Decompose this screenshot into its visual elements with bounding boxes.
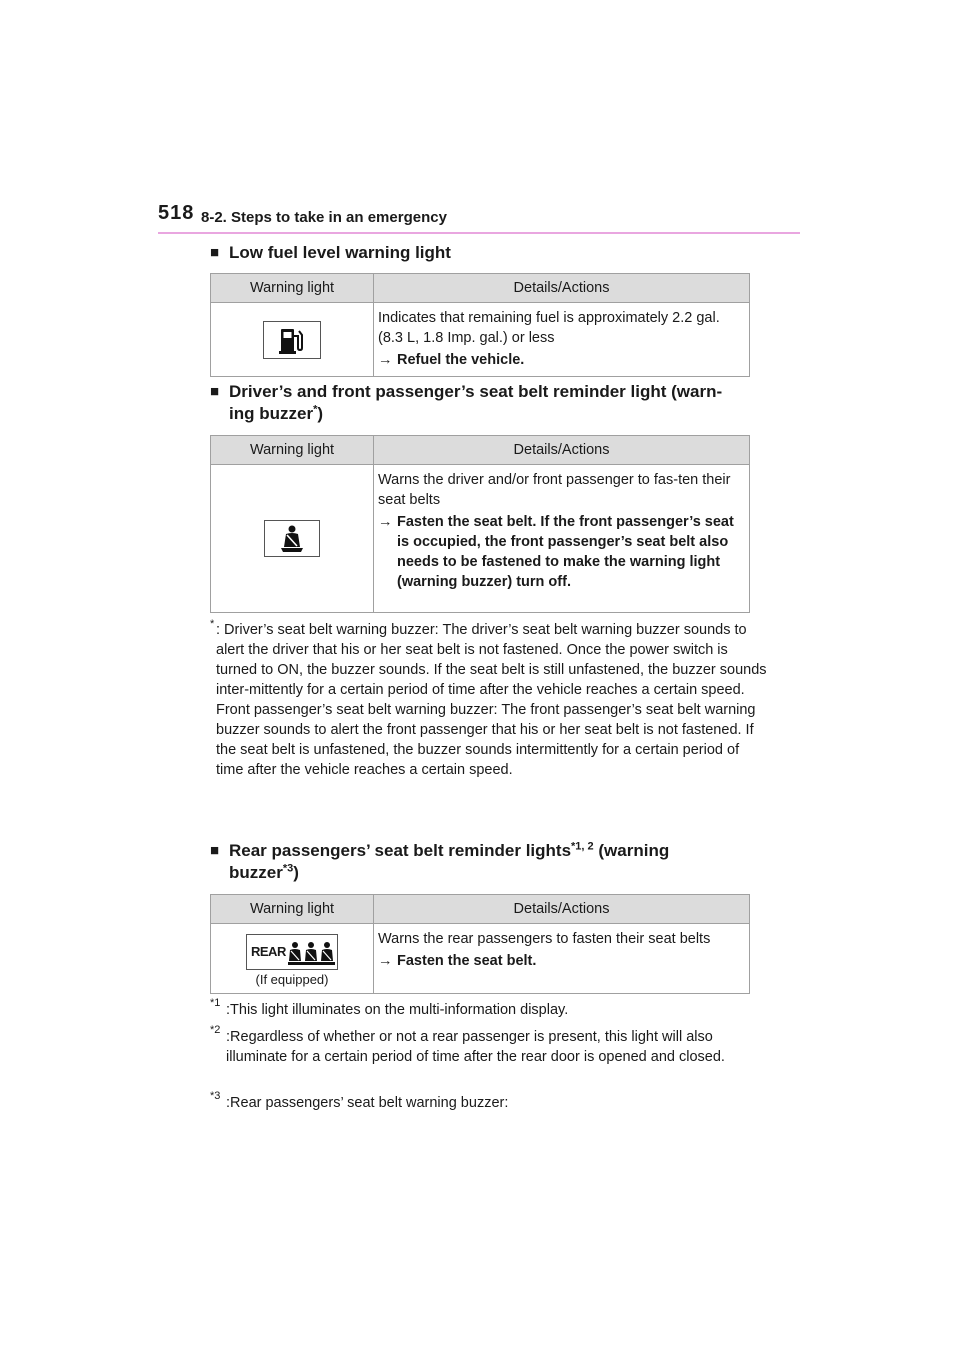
heading-close: ) — [293, 863, 299, 882]
heading-line1: Driver’s and front passenger’s seat belt reminder light (warn- — [229, 382, 723, 401]
details-cell — [374, 303, 750, 377]
footnote-star: * : Driver’s seat belt warning buzzer: The driver’s seat belt warning buzzer sounds to alert the driver that his or her seat belt is not fastened. Once the power switch is turned to ON, the buzzer sounds. If the seat belt is still unfastened, the buzzer sounds inter-mittently for a certain period of time after the vehicle reaches a certain speed. Front passenger’s seat belt warning buzzer: The front passenger’s seat belt warning buzzer sounds to alert the front passenger that his or her seat belt is not fastened. If the seat belt is unfastened, the buzzer sounds intermittently for a certain period of time after the vehicle reaches a certain speed. — [210, 620, 770, 780]
footnote-ref: *3 — [282, 862, 294, 875]
heading-front-seatbelt — [210, 381, 722, 425]
col-header-details: Details/Actions — [374, 436, 750, 465]
details-text: Indicates that remaining fuel is approximately 2.2 gal. (8.3 L, 1.8 Imp. gal.) or less — [378, 310, 720, 346]
footnote-ref: * — [313, 403, 318, 416]
details-cell — [374, 465, 750, 613]
heading-line1-end: (warning — [593, 841, 670, 860]
bullet-square: ■ — [210, 842, 220, 859]
footnote-ref: *1, 2 — [571, 840, 594, 853]
arrow-icon: → — [378, 514, 393, 530]
table-low-fuel — [210, 273, 750, 377]
footnote-text: :This light illuminates on the multi-information display. — [226, 1002, 569, 1018]
col-header-details: Details/Actions — [374, 274, 750, 303]
footnote-1: *1 :This light illuminates on the multi-information display. — [210, 1000, 770, 1020]
arrow-icon: → — [378, 352, 393, 368]
rear-seatbelt-reminder-icon — [246, 934, 338, 970]
table-front-seatbelt — [210, 435, 750, 613]
heading-low-fuel — [210, 242, 451, 264]
action-text: Refuel the vehicle. — [397, 352, 525, 368]
warning-light-cell — [211, 465, 374, 613]
bullet-square: ■ — [210, 244, 220, 261]
bullet-square: ■ — [210, 383, 220, 400]
heading-line2: buzzer — [229, 863, 283, 882]
col-header-warning-light: Warning light — [211, 274, 374, 303]
footnote-text: :Rear passengers’ seat belt warning buzzer: — [226, 1095, 509, 1111]
heading-text — [210, 840, 669, 884]
details-cell — [374, 924, 750, 994]
action-text: Fasten the seat belt. If the front passenger’s seat is occupied, the front passenger’s seat belt also needs to be fastened to make the warning light (warning buzzer) turn off. — [397, 514, 734, 590]
fuel-pump-icon — [263, 321, 321, 359]
footnote-2: *2 :Regardless of whether or not a rear passenger is present, this light will also illuminate for a certain period of time after the rear door is opened and closed. — [210, 1027, 770, 1067]
footnote-text: : Driver’s seat belt warning buzzer: The driver’s seat belt warning buzzer sounds to alert the driver that his or her seat belt is not fastened. Once the power switch is turned to ON, the buzzer sounds. If the seat belt is still unfastened, the buzzer sounds inter-mittently for a certain period of time after the vehicle reaches a certain speed. Front passenger’s seat belt warning buzzer: The front passenger’s seat belt warning buzzer sounds to alert the front passenger that his or her seat belt is not fastened. If the seat belt is unfastened, the buzzer sounds intermittently for a certain period of time after the vehicle reaches a certain speed. — [216, 622, 767, 778]
heading-text: Low fuel level warning light — [229, 243, 451, 262]
warning-light-cell — [211, 924, 374, 994]
table-rear-seatbelt — [210, 894, 750, 994]
col-header-warning-light: Warning light — [211, 436, 374, 465]
heading-text — [210, 381, 722, 425]
heading-line2: ing buzzer — [229, 404, 314, 423]
rear-label: REAR — [251, 944, 286, 959]
heading-rear-seatbelt — [210, 840, 669, 884]
heading-line1: Rear passengers’ seat belt reminder lights — [229, 841, 572, 860]
action-item — [378, 512, 745, 592]
action-item — [378, 951, 745, 971]
arrow-icon: → — [378, 953, 393, 969]
page-number: 518 — [158, 202, 195, 224]
seatbelt-reminder-icon — [264, 520, 320, 557]
section-title: 8-2. Steps to take in an emergency — [201, 209, 447, 226]
heading-close: ) — [317, 404, 324, 423]
icon-caption: (If equipped) — [255, 972, 329, 987]
footnote-3: *3 :Rear passengers’ seat belt warning buzzer: — [210, 1093, 770, 1113]
col-header-details: Details/Actions — [374, 895, 750, 924]
warning-light-cell — [211, 303, 374, 377]
action-item — [378, 350, 745, 370]
header-rule — [158, 232, 800, 234]
details-text: Warns the rear passengers to fasten their seat belts — [378, 931, 711, 947]
action-text: Fasten the seat belt. — [397, 953, 537, 969]
col-header-warning-light: Warning light — [211, 895, 374, 924]
footnote-text: :Regardless of whether or not a rear passenger is present, this light will also illuminate for a certain period of time after the rear door is opened and closed. — [226, 1029, 725, 1065]
details-text: Warns the driver and/or front passenger to fas-ten their seat belts — [378, 472, 731, 508]
